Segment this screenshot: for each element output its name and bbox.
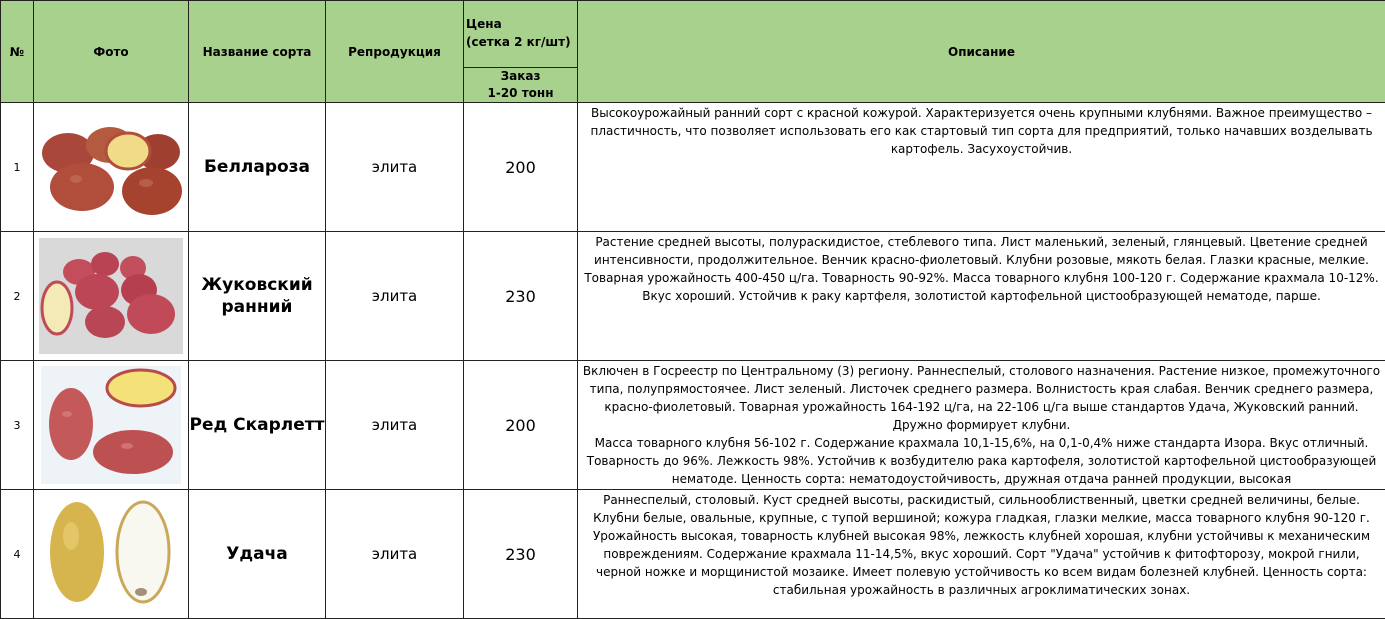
reproduction-value: элита: [326, 361, 464, 490]
row-number: 2: [1, 232, 34, 361]
price-value: 200: [464, 361, 578, 490]
header-order: [464, 68, 578, 103]
description-text: [578, 361, 1385, 490]
potato-photo-zhukovsky: [39, 238, 183, 354]
header-description: Описание: [578, 1, 1385, 103]
variety-name-line: Беллароза: [189, 156, 325, 178]
variety-name-line: Удача: [189, 543, 325, 565]
variety-name-line: Ред Скарлетт: [189, 414, 325, 436]
header-photo: Фото: [34, 1, 189, 103]
row-number: 3: [1, 361, 34, 490]
price-value: 230: [464, 232, 578, 361]
description-text: Раннеспелый, столовый. Куст средней высоты, раскидистый, сильнооблиственный, цветки средней величины, белые. Клубни белые, овальные, крупные, с тупой вершиной; кожура гладкая, глазки мелкие, масса товарного клубня 90-120 г. Урожайность высокая, товарность клубней высокая 98%, лежкость клубней хорошая, клубни устойчивы к механическим повреждениям. Содержание крахмала 11-14,5%, вкус хороший. Сорт "Удача" устойчив к фитофторозу, мокрой гнили, черной ножке и морщинистой мозаике. Имеет полевую устойчивость ко всем видам болезней клубней. Ценность сорта: стабильная урожайность в различных агроклиматических зонах.: [578, 490, 1385, 619]
row-number: 1: [1, 103, 34, 232]
potato-photo-bellarosa: [36, 117, 186, 217]
header-price-title: Цена: [466, 15, 577, 33]
reproduction-value: элита: [326, 103, 464, 232]
table-row: [1, 361, 1385, 490]
header-reproduction: Репродукция: [326, 1, 464, 103]
table-row: [1, 232, 1385, 361]
header-price-unit: (сетка 2 кг/шт): [466, 33, 577, 51]
description-text: Высокоурожайный ранний сорт с красной кожурой. Характеризуется очень крупными клубнями. Важное преимущество – пластичность, что позволяет использовать его как стартовый тип сорта для предприятий, только начавших возделывать картофель. Засухоустойчив.: [578, 103, 1385, 232]
variety-photo: [34, 361, 189, 490]
description-paragraph: Масса товарного клубня 56-102 г. Содержание крахмала 10,1-15,6%, на 0,1-0,4% ниже стандарта Изора. Вкус отличный. Товарность до 96%. Лежкость 98%. Устойчив к возбудителю рака картофеля, золотистой картофельной цистообразующей нематоде. Ценность сорта: нематодоустойчивость, дружная отдача ранней продукции, высокая: [582, 434, 1381, 488]
reproduction-value: элита: [326, 232, 464, 361]
header-num: №: [1, 1, 34, 103]
header-name: Название сорта: [189, 1, 326, 103]
variety-photo: [34, 232, 189, 361]
variety-name-line: ранний: [189, 296, 325, 318]
row-number: 4: [1, 490, 34, 619]
description-paragraph: Включен в Госреестр по Центральному (3) региону. Раннеспелый, столового назначения. Растение низкое, промежуточного типа, полупрямостоячее. Лист зеленый. Листочек среднего размера. Волнистость края слабая. Венчик среднего размера, красно-фиолетовый. Товарная урожайность 164-192 ц/га, на 22-106 ц/га выше стандартов Удача, Жуковский ранний. Дружно формирует клубни.: [582, 362, 1381, 434]
variety-name: [189, 361, 326, 490]
variety-name: [189, 490, 326, 619]
variety-name: [189, 232, 326, 361]
header-order-title: Заказ: [464, 68, 577, 85]
header-price: [464, 1, 578, 68]
table-row: [1, 103, 1385, 232]
header-order-range: 1-20 тонн: [464, 85, 577, 102]
description-text: Растение средней высоты, полураскидистое, стеблевого типа. Лист маленький, зеленый, глянцевый. Цветение средней интенсивности, продолжительное. Венчик красно-фиолетовый. Клубни розовые, мякоть белая. Глазки красные, мелкие. Товарная урожайность 400-450 ц/га. Товарность 90-92%. Масса товарного клубня 100-120 г. Содержание крахмала 10-12%. Вкус хороший. Устойчив к раку картфеля, золотистой картофельной цистообразующей нематоде, парше.: [578, 232, 1385, 361]
variety-name: [189, 103, 326, 232]
variety-name-line: Жуковский: [189, 274, 325, 296]
potato-photo-udacha: [41, 496, 181, 612]
price-value: 230: [464, 490, 578, 619]
variety-photo: [34, 103, 189, 232]
potato-photo-red-scarlett: [41, 366, 181, 484]
price-value: 200: [464, 103, 578, 232]
reproduction-value: элита: [326, 490, 464, 619]
table-row: [1, 490, 1385, 619]
variety-photo: [34, 490, 189, 619]
